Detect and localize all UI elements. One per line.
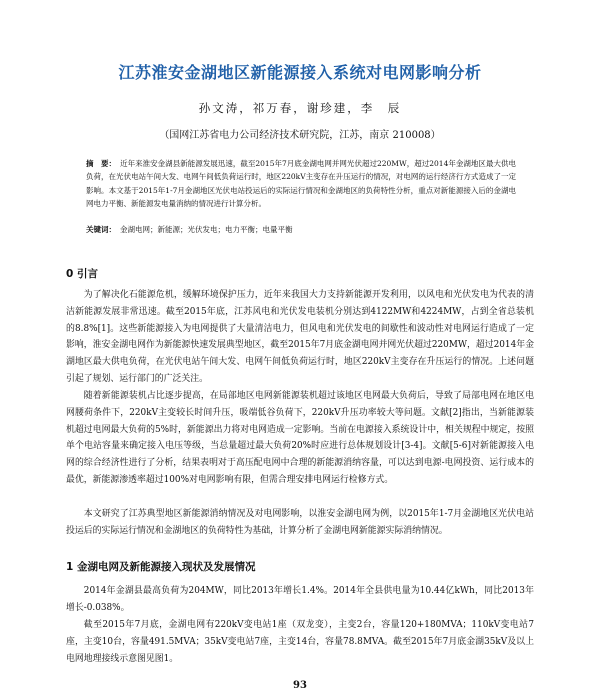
paper-title: 江苏淮安金湖地区新能源接入系统对电网影响分析 [118,63,482,82]
page-number: 93 [293,680,307,691]
paragraph-intro-1: 为了解决化石能源危机，缓解环境保护压力，近年来我国大力支持新能源开发利用，以风电和光伏发电为代表的清洁新能源发展非常迅速。截至2015年底，江苏风电和光伏发电装机分别达到4122MW和4224MW，占到全省总装机的8.8%[1]。这些新能源接入为电网提供了大量清洁电力，但风电和光伏发电的间歇性和波动性对电网运行造成了一定影响，淮安金湖电网作为新能源快速发展典型地区，截至2015年7月底金湖电网并网光伏超过220MW，超过2014年金湖地区最大供电负荷，在光伏电站午间大发、电网午间低负荷运行时，地区220kV主变存在升压运行的情况。上述问题引起了规划、运行部门的广泛关注。 [66,290,534,384]
keywords-text: 金湖电网；新能源；光伏发电；电力平衡；电量平衡 [120,225,293,234]
affiliation: （国网江苏省电力公司经济技术研究院，江苏，南京 210008） [159,130,441,141]
paragraph-section1-1: 2014年金湖县最高负荷为204MW，同比2013年增长1.4%。2014年全县供电量为10.44亿kWh，同比2013年增长-0.038%。 [66,586,534,613]
authors: 孙文涛，祁万春，谢珍建，李 辰 [198,101,402,115]
abstract [86,157,516,211]
paragraph-section1-2: 截至2015年7月底，金湖电网有220kV变电站1座（双龙变），主变2台，容量120+180MVA；110kV变电站7座，主变10台，容量491.5MVA；35kV变电站7座，主变14台，容量78.8MVA。截至2015年7月底金湖35kV及以上电网地理接线示意图见图1。 [66,620,534,664]
section-heading-1: 1 金湖电网及新能源接入现状及发展情况 [66,561,256,573]
abstract-label: 摘 要： [86,159,117,168]
paragraph-intro-2: 随着新能源装机占比逐步提高，在局部地区电网新能源装机超过该地区电网最大负荷后，导致了局部电网在地区电网腰荷条件下，220kV主变较长时间升压，吸端低谷负荷下，220kV升压功率较大等问题。文献[2]指出，当新能源装机超过电网最大负荷的5%时，新能源出力将对电网造成一定影响。当前在电源接入系统设计中，相关规程中规定，按照单个电站容量来确定接入电压等级，当总量超过最大负荷20%时应进行总体规划设计[3-4]。文献[5-6]对新能源接入电网的综合经济性进行了分析，结果表明对于高压配电网中合理的新能源消纳容量，可以达到电源-电网投资、运行成本的最优，新能源渗透率超过100%对电网影响有限，但需合理安排电网运行检修方式。 [66,391,534,485]
section-heading-introduction: 0 引言 [66,268,98,280]
abstract-text: 近年来淮安金湖县新能源发展迅速，截至2015年7月底金湖电网并网光伏超过220MW，超过2014年金湖地区最大供电负荷，在光伏电站午间大发、电网午间低负荷运行时，地区220kV主变存在升压运行的情况，对电网的运行经济行方式造成了一定影响。本文基于2015年1-7月金湖地区光伏电站投运后的实际运行情况和金湖地区的负荷特性分析，重点对新能源接入后的金湖电网电力平衡、新能源发电量消纳的情况进行计算分析。 [86,159,517,209]
keywords [86,224,516,235]
keywords-label: 关键词： [86,225,116,234]
paragraph-intro-3: 本文研究了江苏典型地区新能源消纳情况及对电网影响，以淮安金湖电网为例，以2015年1-7月金湖地区光伏电站投运后的实际运行情况和金湖地区的负荷特性为基础，计算分析了金湖电网新能源实际消纳情况。 [66,509,534,536]
